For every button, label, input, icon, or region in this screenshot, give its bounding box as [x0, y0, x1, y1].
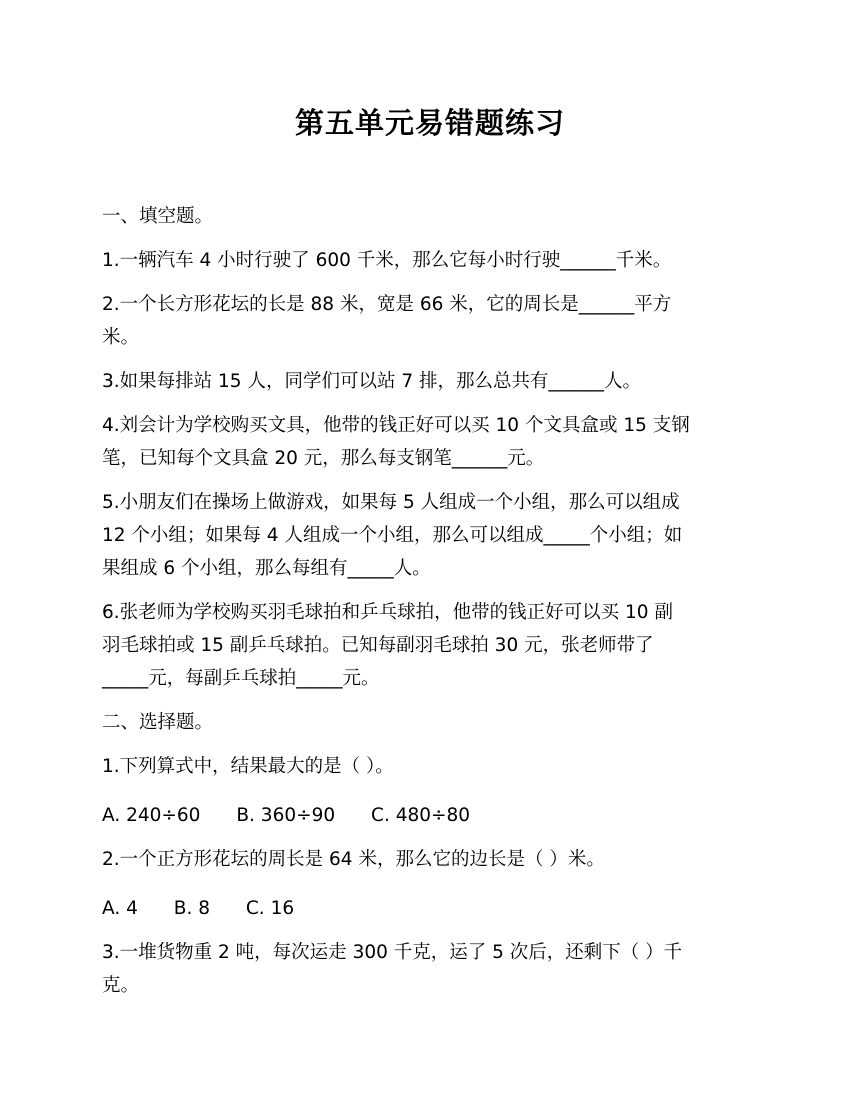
option-a: A. 4 — [102, 898, 138, 919]
option-row — [102, 892, 762, 925]
question-choice-2 — [102, 843, 762, 925]
option-c: C. 16 — [245, 898, 295, 919]
option-b: B. 360÷90 — [236, 805, 336, 826]
question-stem: 1.下列算式中，结果最大的是（ ）。 — [102, 756, 394, 777]
option-row — [102, 799, 762, 832]
question-fill-4: 4.刘会计为学校购买文具，他带的钱正好可以买 10 个文具盒或 15 支钢 笔，已知每个文具盒 20 元，那么每支钢笔______元。 — [102, 415, 690, 469]
question-fill-2: 2.一个长方形花坛的长是 88 米，宽是 66 米，它的周长是______平方 米。 — [102, 294, 672, 348]
question-fill-3: 3.如果每排站 15 人，同学们可以站 7 排，那么总共有______人。 — [102, 371, 641, 392]
question-stem: 2.一个正方形花坛的周长是 64 米，那么它的边长是（ ）米。 — [102, 849, 605, 870]
option-b: B. 8 — [173, 898, 210, 919]
question-choice-1 — [102, 750, 762, 832]
document-body — [102, 200, 762, 1002]
section-heading-choice: 二、选择题。 — [102, 712, 214, 733]
question-choice-3: 3.一堆货物重 2 吨，每次运走 300 千克，运了 5 次后，还剩下（ ）千 克。 — [102, 942, 683, 996]
question-fill-6: 6.张老师为学校购买羽毛球拍和乒乓球拍，他带的钱正好可以买 10 副 羽毛球拍或 15 副乒乓球拍。已知每副羽毛球拍 30 元，张老师带了 _____元，每副乒乓球拍_____元。 — [102, 602, 673, 689]
option-a: A. 240÷60 — [102, 805, 201, 826]
question-fill-1: 1.一辆汽车 4 小时行驶了 600 千米，那么它每小时行驶______千米。 — [102, 250, 672, 271]
section-heading-fill-blank: 一、填空题。 — [102, 206, 214, 227]
option-c: C. 480÷80 — [371, 805, 471, 826]
question-fill-5: 5.小朋友们在操场上做游戏，如果每 5 人组成一个小组，那么可以组成 12 个小组；如果每 4 人组成一个小组，那么可以组成_____个小组；如 果组成 6 个小组，那么每组有_____人。 — [102, 492, 683, 579]
page-title: 第五单元易错题练习 — [294, 106, 565, 140]
